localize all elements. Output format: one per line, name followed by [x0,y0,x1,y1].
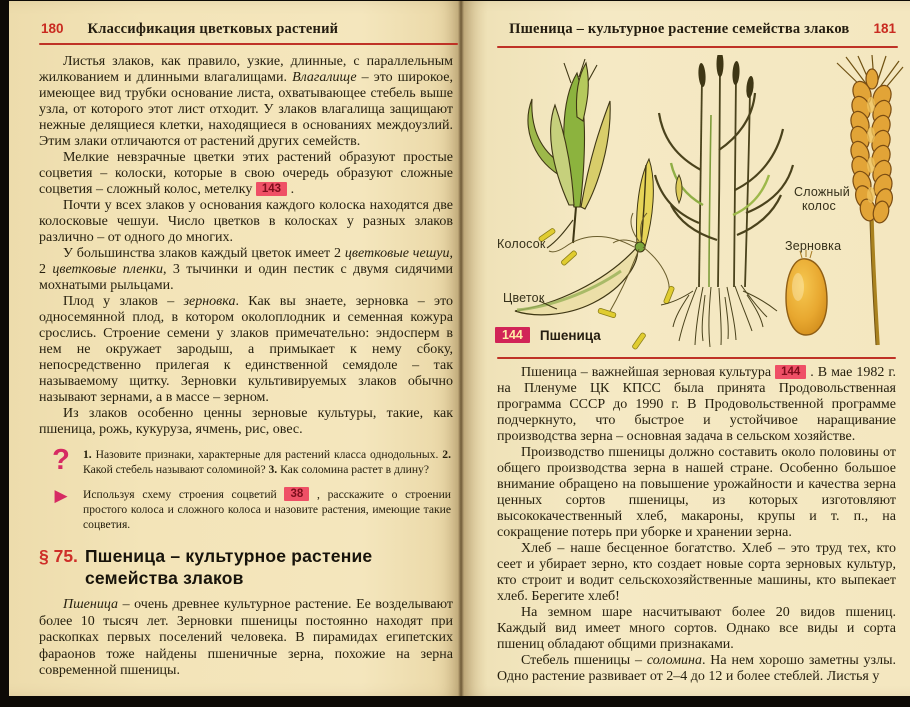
text-run: Плод у злаков – [63,294,184,309]
left-running-head [41,21,338,38]
figure-ref-badge: 38 [284,487,309,501]
text-run: Используя схему строения соцветий [83,487,285,501]
text-run: Почти у всех злаков у основания каждого колоска находятся две колосковые чешуи. Число цветков в колосках у разных злаков различно – от одного до многих. [39,198,453,245]
right-running-head [509,21,896,38]
section-title-line1: Пшеница – культурное растение [85,546,373,567]
task-block [39,487,453,533]
paragraph [497,541,896,605]
text-run: , расскажите о строении простого колоса и сложного колоса и назовите растения, имеющие такие соцветия. [83,487,451,532]
section-title [85,545,372,589]
figure-number-badge: 144 [495,327,530,343]
text-run: Мелкие невзрачные цветки этих растений образуют простые соцветия – колоски, которые в свою очередь образуют сложные соцветия – сложный колос, метелку [39,150,453,197]
figure-ref-badge: 144 [775,365,806,379]
text-run: 3. [268,463,278,477]
paragraph [497,445,896,541]
figure-caption [495,327,601,343]
paragraph [39,150,453,198]
text-run: – очень древнее культурное растение. Ее возделывают более 10 тысяч лет. Зерновки пшеницы постоянно находят при раскопках первых поселений человека. В пирамидах египетских фараонов тоже найдены пшеничные зерна, похожие на зерна современной пшеницы. [39,597,453,679]
left-running-title: Классификация цветковых растений [87,21,339,37]
text-run: Из злаков особенно ценны зерновые культуры, такие, как пшеница, рожь, кукуруза, ячмень, рис, овес. [39,406,453,437]
text-run: Как соломина растет в длину? [277,463,429,477]
text-run: Какой стебель называют соломиной? [83,463,269,477]
figure-bottom-rule [497,357,896,359]
text-run: зерновка [183,294,236,309]
paragraph [39,246,453,294]
section-number: § 75. [39,546,78,567]
text-run: . В мае 1982 г. на Пленуме ЦК КПСС была принята Продовольственная программа СССР до 1990 г. В Продовольственной программе подчеркнуто, что быстрое и устойчивое наращивание производства зерна – основная задача в сельском хозяйстве. [497,365,896,444]
text-run: Пшеница [63,597,119,613]
label-grain: Зерновка [785,239,842,253]
text-run: У большинства злаков каждый цветок имеет 2 [63,246,345,261]
label-complex-spike-line1: Сложный [794,185,850,199]
text-run: , 2 [39,246,453,277]
text-run: На земном шаре насчитывают более 20 видов пшениц. Каждый вид имеет много сортов. Однако все виды и сорта пшениц обладают общими признаками. [497,605,896,652]
right-header-rule [497,46,898,48]
text-run: цветковые пленки [52,262,163,277]
paragraph [497,653,896,685]
paragraph [497,605,896,653]
text-run: Назовите признаки, характерные для растений класса однодольных. [91,448,443,461]
paragraph [497,365,896,445]
text-run: Хлеб – наше бесценное богатство. Хлеб – это труд тех, кто сеет и убирает зерно, кто создает новые сорта зерновых культур, кто строит и водит сельскохозяйственные машины, кто выпекает хлеб. Берегите хлеб! [497,541,896,604]
question-mark-icon: ? [52,444,70,476]
figure-caption-text: Пшеница [539,327,601,343]
section-title-line2: семейства злаков [85,568,244,589]
left-page-number: 180 [41,21,64,36]
label-flower: Цветок [503,291,545,305]
left-header-rule [39,43,458,45]
text-run: . [287,182,295,197]
page-right [461,1,910,696]
grain-drawing [786,250,827,335]
paragraph [39,198,453,246]
text-run: , 3 тычинки и один пестик с двумя сидячими мохнатыми рыльцами. [39,262,453,293]
text-run: – это широкое, имеющее вид трубки основание листа, охватывающее стебель выше узла, от которого этот лист отходит. У злаков влагалища защищают нежные делящиеся клетки, находящиеся в основаниях междоузлий. Этим злаки отличаются от растений других семейств. [39,70,453,149]
section-heading [39,545,453,589]
text-run: Пшеница – важнейшая зерновая культура [521,365,776,380]
text-run: . Как вы знаете, зерновка – это односемянной плод, в котором околоплодник и семенная кожура срослись. Строение семени у злаков примечательно: эндосперм в нем не окружает зародыш, а примыкает к нему сбоку, непосредственно прилегая к единственной семядоле – так называемому щитку. Зерновки культивируемых злаков обычно называют зернами, а в массе – зерном. [39,294,453,405]
triangle-arrow-icon: ▶ [54,485,68,505]
figure-ref-badge: 143 [256,182,287,196]
wheat-plant-drawing [655,55,793,347]
intro-paragraph [39,597,453,679]
paragraph [39,294,453,406]
text-run: соломина [646,653,702,668]
text-run: цветковые чешуи [344,246,450,261]
questions-text [83,447,451,478]
book-gutter-shadow [458,1,464,696]
text-run: . На нем хорошо заметны узлы. Одно растение развивает от 2–4 до 12 и более стеблей. Листья у [497,653,896,684]
right-page-number: 181 [873,21,896,36]
label-complex-spike-line2: колос [802,199,836,213]
text-run: Стебель пшеницы – [521,653,647,668]
text-run: Листья злаков, как правило, узкие, длинные, с параллельным жилкованием и длинными влагалищами. [39,54,453,85]
right-running-title: Пшеница – культурное растение семейства злаков [509,21,850,37]
page-left [9,1,461,696]
left-text-column [39,54,453,680]
text-run: Производство пшеницы должно составить около половины от общего производства зерна в нашей стране. Особенно большое внимание обращено на повышение урожайности и качества зерна ценных сортов пшеницы, из которых изготовляют высококачественный хлеб, макароны, крупы и т. п., на сокращение потерь при уборке и хранении зерна. [497,445,896,540]
spikelet-drawing [528,59,610,248]
text-run: 2. [442,448,451,461]
task-text [83,487,451,533]
label-spikelet: Колосок [497,237,546,251]
paragraph [39,406,453,438]
paragraph [39,54,453,150]
wheat-figure [489,55,904,357]
book-spread [9,1,910,696]
label-complex-spike [794,185,850,213]
right-text-column [497,365,896,685]
questions-block [39,444,453,478]
text-run: Влагалище [292,70,357,85]
text-run: 1. [83,448,92,461]
